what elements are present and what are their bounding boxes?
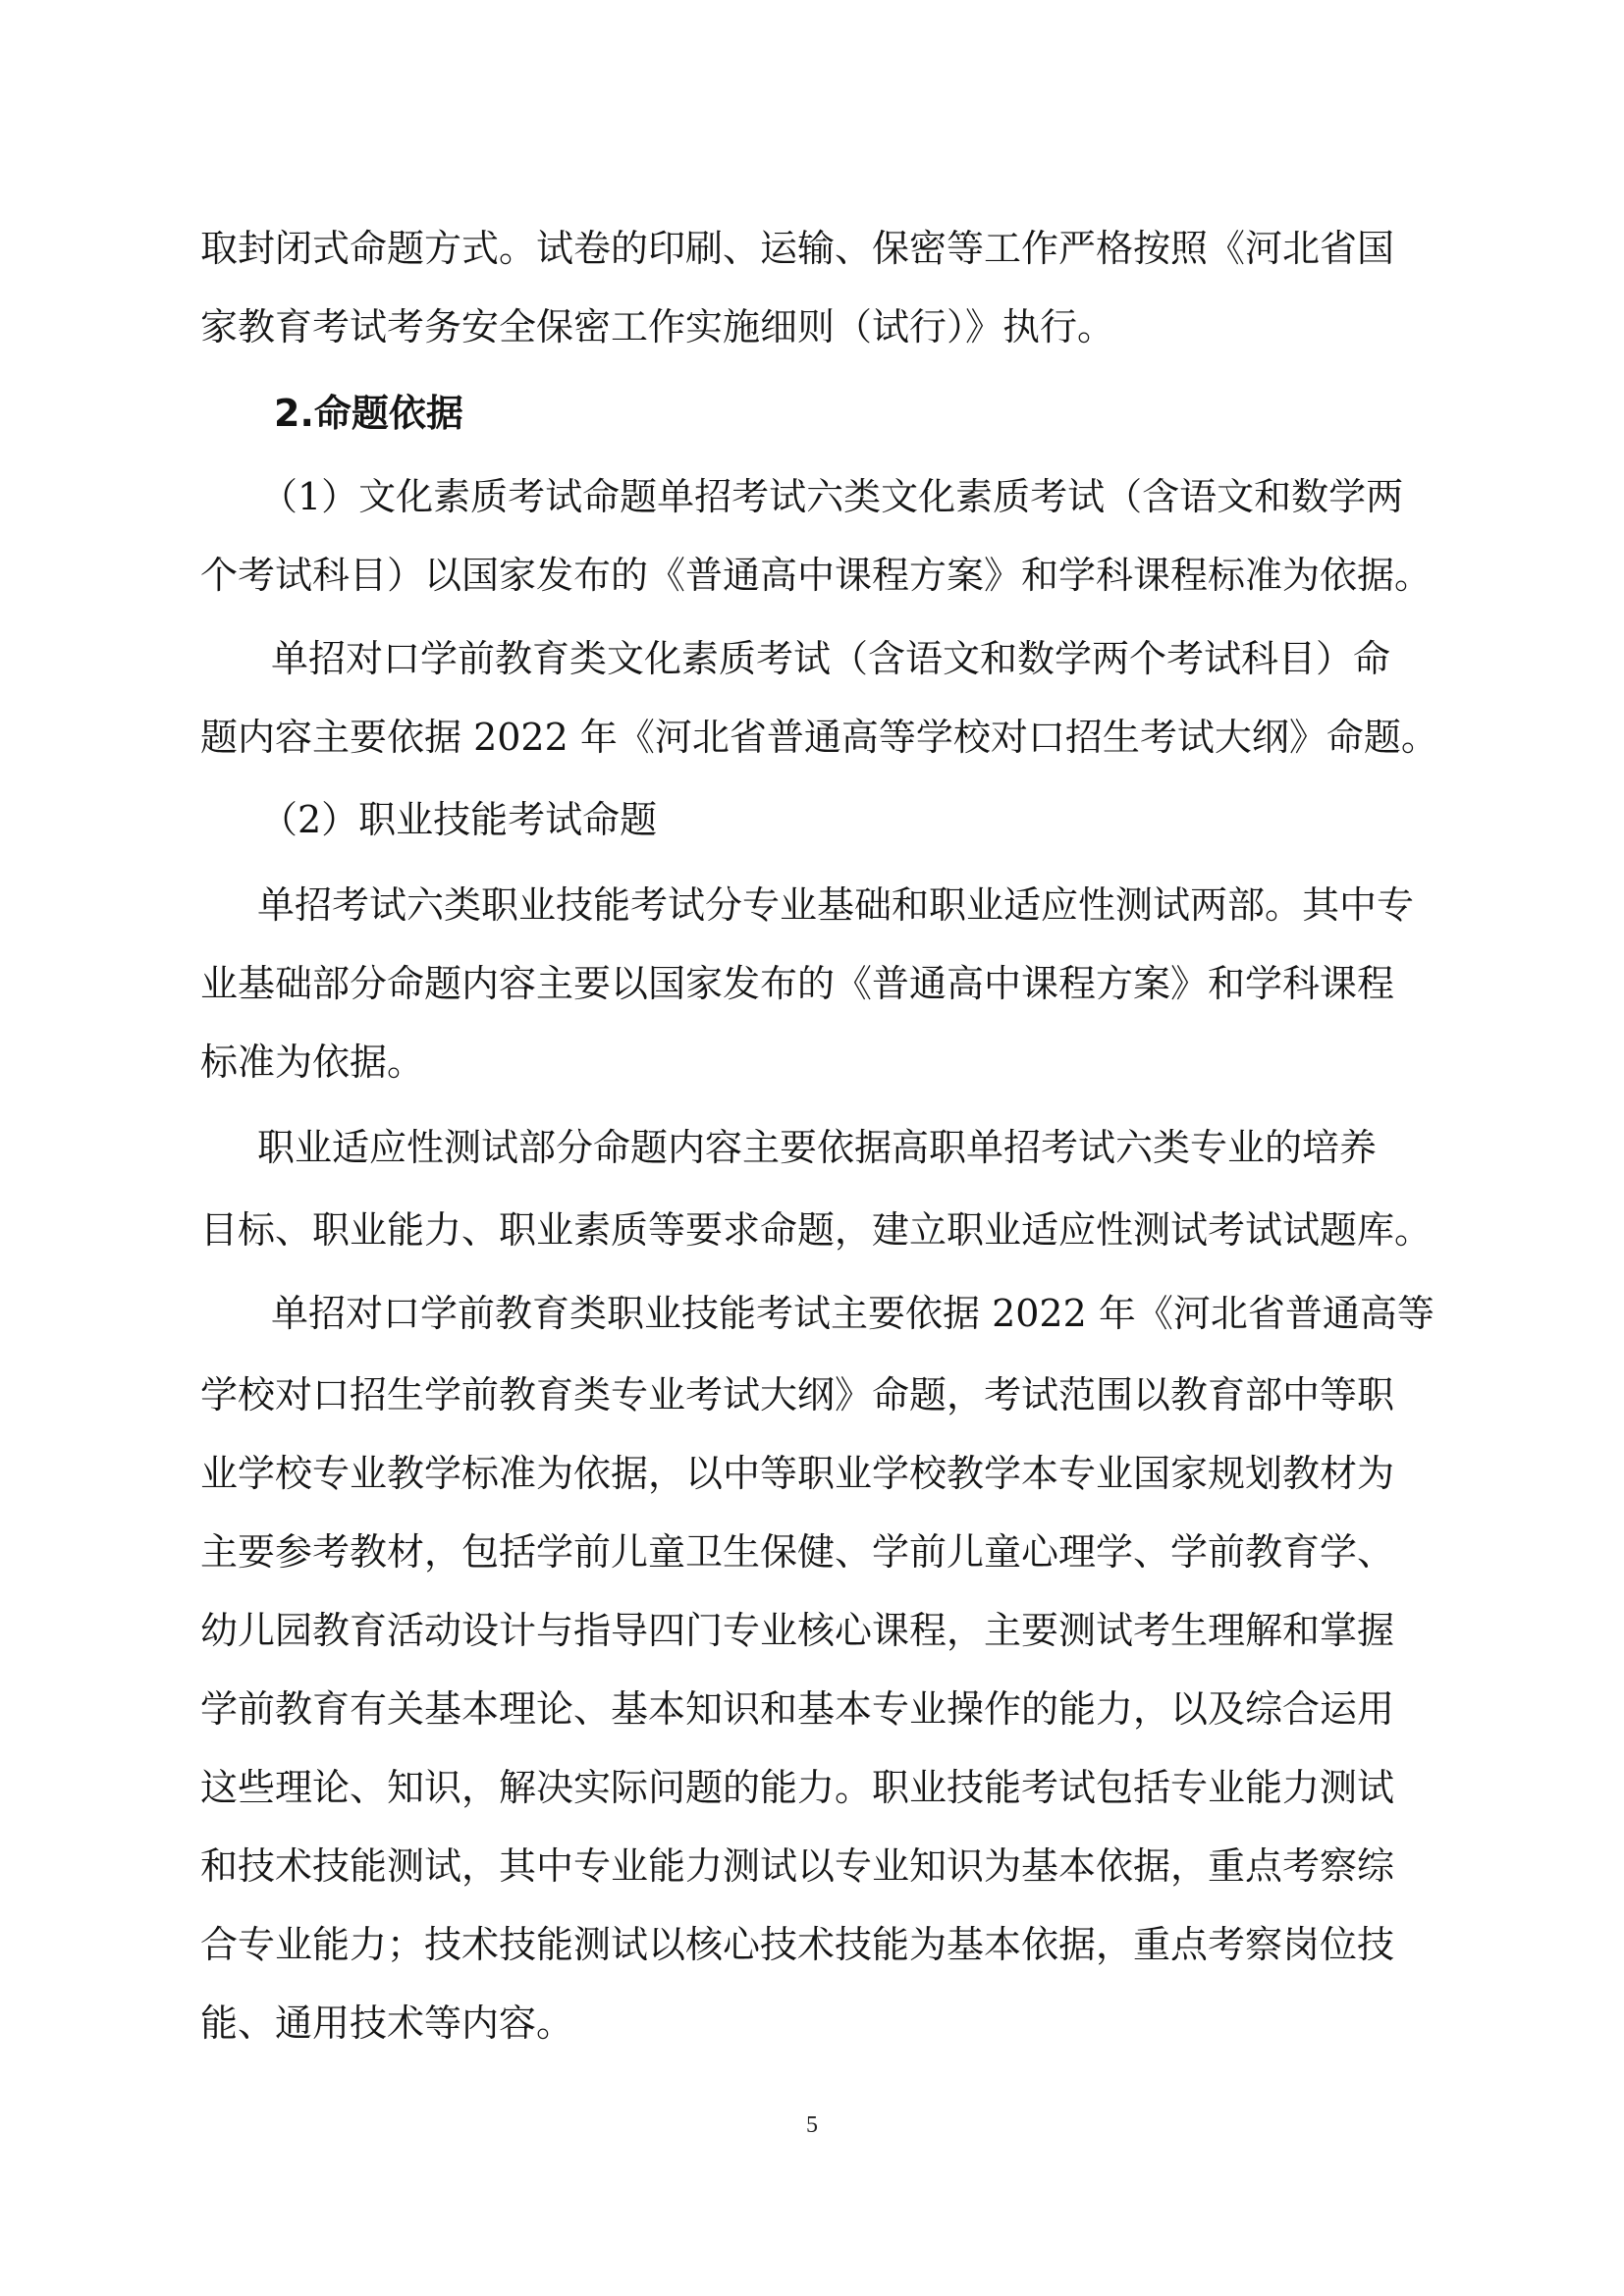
text-line: 主要参考教材，包括学前儿童卫生保健、学前儿童心理学、学前教育学、 [200,1530,1395,1574]
text-line: 单招对口学前教育类文化素质考试（含语文和数学两个考试科目）命 [271,637,1391,680]
section-heading: 2.命题依据 [274,392,463,435]
text-line: 学前教育有关基本理论、基本知识和基本专业操作的能力，以及综合运用 [200,1687,1395,1731]
text-line: 职业适应性测试部分命题内容主要依据高职单招考试六类专业的培养 [257,1126,1378,1169]
text-line: 标准为依据。 [200,1041,425,1084]
text-line: 和技术技能测试，其中专业能力测试以专业知识为基本依据，重点考察综 [200,1844,1395,1888]
text-line: 家教育考试考务安全保密工作实施细则（试行）》执行。 [200,305,1115,348]
subsection-heading: （2）职业技能考试命题 [260,798,658,841]
text-line: 单招对口学前教育类职业技能考试主要依据 2022 年《河北省普通高等 [271,1292,1435,1335]
text-line: 个考试科目）以国家发布的《普通高中课程方案》和学科课程标准为依据。 [200,554,1433,597]
text-line: 目标、职业能力、职业素质等要求命题，建立职业适应性测试考试试题库。 [200,1208,1433,1252]
text-line: 合专业能力；技术技能测试以核心技术技能为基本依据，重点考察岗位技 [200,1923,1395,1966]
text-line: 能、通用技术等内容。 [200,2002,574,2045]
page-number: 5 [806,2112,818,2138]
text-line: 学校对口招生学前教育类专业考试大纲》命题，考试范围以教育部中等职 [200,1373,1395,1416]
text-line: 题内容主要依据 2022 年《河北省普通高等学校对口招生考试大纲》命题。 [200,716,1438,759]
text-line: 业基础部分命题内容主要以国家发布的《普通高中课程方案》和学科课程 [200,962,1395,1005]
text-line: 幼儿园教育活动设计与指导四门专业核心课程，主要测试考生理解和掌握 [200,1609,1395,1652]
text-line: （1）文化素质考试命题单招考试六类文化素质考试（含语文和数学两 [260,475,1404,518]
text-line: 这些理论、知识，解决实际问题的能力。职业技能考试包括专业能力测试 [200,1766,1395,1809]
text-line: 单招考试六类职业技能考试分专业基础和职业适应性测试两部。其中专 [257,883,1415,927]
text-line: 取封闭式命题方式。试卷的印刷、运输、保密等工作严格按照《河北省国 [200,227,1395,270]
text-line: 业学校专业教学标准为依据，以中等职业学校教学本专业国家规划教材为 [200,1452,1395,1495]
